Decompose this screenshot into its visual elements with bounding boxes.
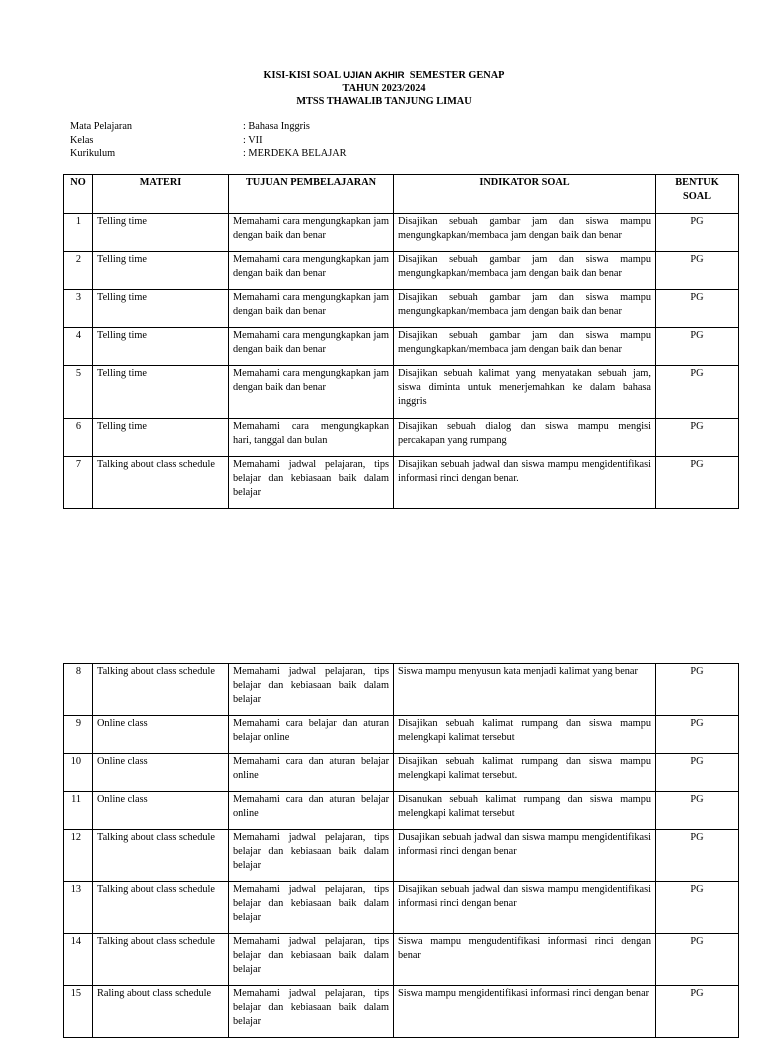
- cell-bentuk: PG: [656, 366, 739, 419]
- cell-no: 7: [64, 457, 93, 509]
- cell-bentuk: PG: [656, 328, 739, 366]
- cell-materi: Online class: [93, 716, 229, 754]
- cell-bentuk: PG: [656, 664, 739, 716]
- cell-tujuan: Memahami cara mengungkapkan hari, tanggal dan bulan: [229, 419, 394, 457]
- cell-materi: Talking about class schedule: [93, 457, 229, 509]
- cell-materi: Telling time: [93, 328, 229, 366]
- table-row: [64, 754, 739, 792]
- cell-indikator: Disanukan sebuah kalimat rumpang dan siswa mampu melengkapi kalimat tersebut: [394, 792, 656, 830]
- cell-materi: Talking about class schedule: [93, 664, 229, 716]
- title-line-1: [0, 69, 768, 82]
- cell-tujuan: Memahami cara dan aturan belajar online: [229, 754, 394, 792]
- cell-bentuk: PG: [656, 457, 739, 509]
- cell-no: 13: [64, 882, 93, 934]
- cell-materi: Talking about class schedule: [93, 830, 229, 882]
- header-tujuan: TUJUAN PEMBELAJARAN: [229, 175, 394, 214]
- cell-tujuan: Memahami jadwal pelajaran, tips belajar dan kebiasaan baik dalam belajar: [229, 882, 394, 934]
- cell-indikator: Disajikan sebuah gambar jam dan siswa mampu mengungkapkan/membaca jam dengan baik dan benar: [394, 252, 656, 290]
- cell-tujuan: Memahami jadwal pelajaran, tips belajar dan kebiasaan baik dalam belajar: [229, 934, 394, 986]
- title-text-b: UJIAN AKHIR: [343, 70, 405, 81]
- cell-materi: Telling time: [93, 419, 229, 457]
- cell-indikator: Disajikan sebuah kalimat rumpang dan siswa mampu melengkapi kalimat tersebut: [394, 716, 656, 754]
- cell-indikator: Disajikan sebuah gambar jam dan siswa mampu mengungkapkan/membaca jam dengan baik dan benar: [394, 290, 656, 328]
- cell-tujuan: Memahami jadwal pelajaran, tips belajar dan kebiasaan baik dalam belajar: [229, 986, 394, 1038]
- cell-no: 1: [64, 214, 93, 252]
- cell-no: 2: [64, 252, 93, 290]
- cell-materi: Raling about class schedule: [93, 986, 229, 1038]
- table-row: [64, 328, 739, 366]
- table-row: [64, 419, 739, 457]
- table-row: [64, 290, 739, 328]
- cell-bentuk: PG: [656, 419, 739, 457]
- question-grid-table-page-1: [63, 174, 739, 509]
- table-row: [64, 366, 739, 419]
- cell-no: 12: [64, 830, 93, 882]
- cell-tujuan: Memahami cara mengungkapkan jam dengan baik dan benar: [229, 290, 394, 328]
- cell-no: 6: [64, 419, 93, 457]
- cell-bentuk: PG: [656, 214, 739, 252]
- meta-label: Kelas: [70, 134, 94, 146]
- header-indikator: INDIKATOR SOAL: [394, 175, 656, 214]
- cell-no: 5: [64, 366, 93, 419]
- cell-tujuan: Memahami jadwal pelajaran, tips belajar dan kebiasaan baik dalam belajar: [229, 457, 394, 509]
- cell-materi: Online class: [93, 754, 229, 792]
- cell-bentuk: PG: [656, 882, 739, 934]
- cell-bentuk: PG: [656, 252, 739, 290]
- cell-no: 11: [64, 792, 93, 830]
- cell-indikator: Disajikan sebuah gambar jam dan siswa mampu mengungkapkan/membaca jam dengan baik dan benar: [394, 214, 656, 252]
- cell-indikator: Siswa mampu mengidentifikasi informasi rinci dengan benar: [394, 986, 656, 1038]
- title-line-2: TAHUN 2023/2024: [342, 83, 426, 94]
- cell-bentuk: PG: [656, 986, 739, 1038]
- cell-tujuan: Memahami jadwal pelajaran, tips belajar dan kebiasaan baik dalam belajar: [229, 664, 394, 716]
- cell-indikator: Disajikan sebuah kalimat yang menyatakan sebuah jam, siswa diminta untuk menerjemahkan ke dalam bahasa inggris: [394, 366, 656, 419]
- cell-tujuan: Memahami cara mengungkapkan jam dengan baik dan benar: [229, 214, 394, 252]
- cell-tujuan: Memahami cara dan aturan belajar online: [229, 792, 394, 830]
- cell-materi: Telling time: [93, 366, 229, 419]
- cell-bentuk: PG: [656, 754, 739, 792]
- table-row: [64, 252, 739, 290]
- table-row: [64, 457, 739, 509]
- cell-materi: Telling time: [93, 214, 229, 252]
- cell-tujuan: Memahami cara mengungkapkan jam dengan baik dan benar: [229, 252, 394, 290]
- cell-materi: Talking about class schedule: [93, 934, 229, 986]
- title-line-3: MTSS THAWALIB TANJUNG LIMAU: [296, 96, 472, 107]
- cell-materi: Telling time: [93, 290, 229, 328]
- meta-label: Mata Pelajaran: [70, 121, 133, 132]
- cell-no: 10: [64, 754, 93, 792]
- cell-no: 4: [64, 328, 93, 366]
- cell-indikator: Dusajikan sebuah jadwal dan siswa mampu mengidentifikasi informasi rinci dengan benar: [394, 830, 656, 882]
- cell-no: 15: [64, 986, 93, 1038]
- cell-bentuk: PG: [656, 792, 739, 830]
- table-row: [64, 664, 739, 716]
- cell-bentuk: PG: [656, 290, 739, 328]
- meta-value: : VII: [243, 134, 263, 146]
- table-row: [64, 214, 739, 252]
- table-row: [64, 792, 739, 830]
- cell-materi: Telling time: [93, 252, 229, 290]
- cell-indikator: Disajikan sebuah gambar jam dan siswa mampu mengungkapkan/membaca jam dengan baik dan benar: [394, 328, 656, 366]
- header-no: NO: [64, 175, 93, 214]
- cell-no: 14: [64, 934, 93, 986]
- cell-materi: Talking about class schedule: [93, 882, 229, 934]
- cell-tujuan: Memahami cara belajar dan aturan belajar online: [229, 716, 394, 754]
- cell-indikator: Disajikan sebuah kalimat rumpang dan siswa mampu melengkapi kalimat tersebut.: [394, 754, 656, 792]
- document-title: [0, 69, 768, 108]
- question-grid-table-page-2: [63, 663, 739, 1038]
- table-row: [64, 882, 739, 934]
- table-header-row: [64, 175, 739, 214]
- table-row: [64, 986, 739, 1038]
- cell-no: 9: [64, 716, 93, 754]
- cell-indikator: Disajikan sebuah jadwal dan siswa mampu mengidentifikasi informasi rinci dengan benar: [394, 882, 656, 934]
- header-bentuk: BENTUK SOAL: [656, 175, 739, 214]
- header-materi: MATERI: [93, 175, 229, 214]
- table-row: [64, 830, 739, 882]
- cell-tujuan: Memahami jadwal pelajaran, tips belajar dan kebiasaan baik dalam belajar: [229, 830, 394, 882]
- cell-bentuk: PG: [656, 830, 739, 882]
- table-row: [64, 934, 739, 986]
- cell-tujuan: Memahami cara mengungkapkan jam dengan baik dan benar: [229, 366, 394, 419]
- meta-value: : Bahasa Inggris: [243, 121, 310, 132]
- cell-indikator: Disajikan sebuah dialog dan siswa mampu mengisi percakapan yang rumpang: [394, 419, 656, 457]
- cell-no: 3: [64, 290, 93, 328]
- table-row: [64, 716, 739, 754]
- cell-bentuk: PG: [656, 716, 739, 754]
- meta-value: : MERDEKA BELAJAR: [243, 148, 347, 159]
- title-text-c: SEMESTER GENAP: [404, 70, 505, 81]
- cell-bentuk: PG: [656, 934, 739, 986]
- cell-indikator: Siswa mampu mengudentifikasi informasi rinci dengan benar: [394, 934, 656, 986]
- cell-indikator: Siswa mampu menyusun kata menjadi kalimat yang benar: [394, 664, 656, 716]
- cell-tujuan: Memahami cara mengungkapkan jam dengan baik dan benar: [229, 328, 394, 366]
- meta-label: Kurikulum: [70, 148, 116, 159]
- title-text-a: KISI-KISI SOAL: [263, 70, 344, 81]
- cell-no: 8: [64, 664, 93, 716]
- cell-materi: Online class: [93, 792, 229, 830]
- cell-indikator: Disajikan sebuah jadwal dan siswa mampu mengidentifikasi informasi rinci dengan benar.: [394, 457, 656, 509]
